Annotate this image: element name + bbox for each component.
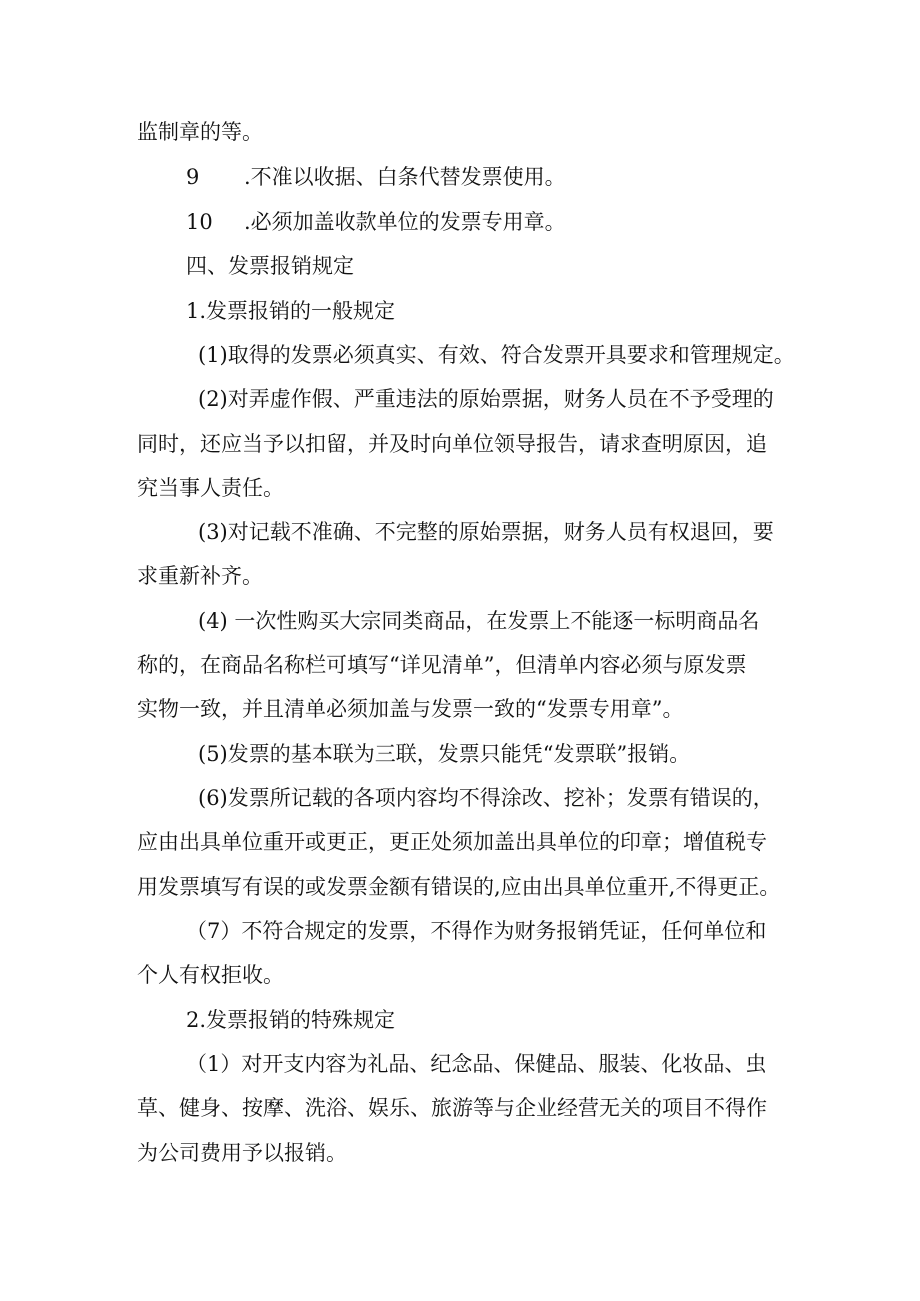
paragraph-line: (4) 一次性购买大宗同类商品，在发票上不能逐一标明商品名 <box>198 609 760 633</box>
subsection-heading: 1.发票报销的一般规定 <box>186 299 396 323</box>
list-item-text: .不准以收据、白条代替发票使用。 <box>244 165 566 189</box>
list-number: 9 <box>186 165 200 189</box>
paragraph-line: (2)对弄虚作假、严重违法的原始票据，财务人员在不予受理的 <box>198 387 774 411</box>
list-number: 10 <box>186 210 213 234</box>
paragraph-line: (3)对记载不准确、不完整的原始票据，财务人员有权退回，要 <box>198 520 774 544</box>
list-item-9 <box>186 163 566 191</box>
paragraph-line: 个人有权拒收。 <box>137 963 284 987</box>
paragraph-line: 为公司费用予以报销。 <box>137 1141 347 1165</box>
subsection-heading: 2.发票报销的特殊规定 <box>186 1008 396 1032</box>
paragraph-line: 同时，还应当予以扣留，并及时向单位领导报告，请求查明原因，追 <box>137 432 767 456</box>
list-item-text: .必须加盖收款单位的发票专用章。 <box>244 210 566 234</box>
paragraph-line: (6)发票所记载的各项内容均不得涂改、挖补；发票有错误的， <box>198 786 774 810</box>
paragraph-line: 求重新补齐。 <box>137 564 263 588</box>
paragraph-line: (5)发票的基本联为三联，发票只能凭“发票联”报销。 <box>198 742 691 766</box>
paragraph-line: （7）不符合规定的发票，不得作为财务报销凭证，任何单位和 <box>186 919 767 943</box>
list-item-10 <box>186 208 566 236</box>
paragraph-line: 应由出具单位重开或更正，更正处须加盖出具单位的印章；增值税专 <box>137 830 767 854</box>
paragraph-line: 实物一致，并且清单必须加盖与发票一致的“发票专用章”。 <box>137 697 684 721</box>
paragraph-line: 称的，在商品名称栏可填写“详见清单”，但清单内容必须与原发票 <box>137 653 747 677</box>
paragraph-line: 用发票填写有误的或发票金额有错误的,应由出具单位重开,不得更正。 <box>137 875 781 899</box>
paragraph-line: （1）对开支内容为礼品、纪念品、保健品、服装、化妆品、虫 <box>186 1052 767 1076</box>
paragraph-line: 草、健身、按摩、洗浴、娱乐、旅游等与企业经营无关的项目不得作 <box>137 1096 767 1120</box>
paragraph-line: 究当事人责任。 <box>137 476 284 500</box>
paragraph-line: 监制章的等。 <box>137 120 263 144</box>
paragraph-line: (1)取得的发票必须真实、有效、符合发票开具要求和管理规定。 <box>198 343 795 367</box>
section-heading: 四、发票报销规定 <box>186 254 354 278</box>
